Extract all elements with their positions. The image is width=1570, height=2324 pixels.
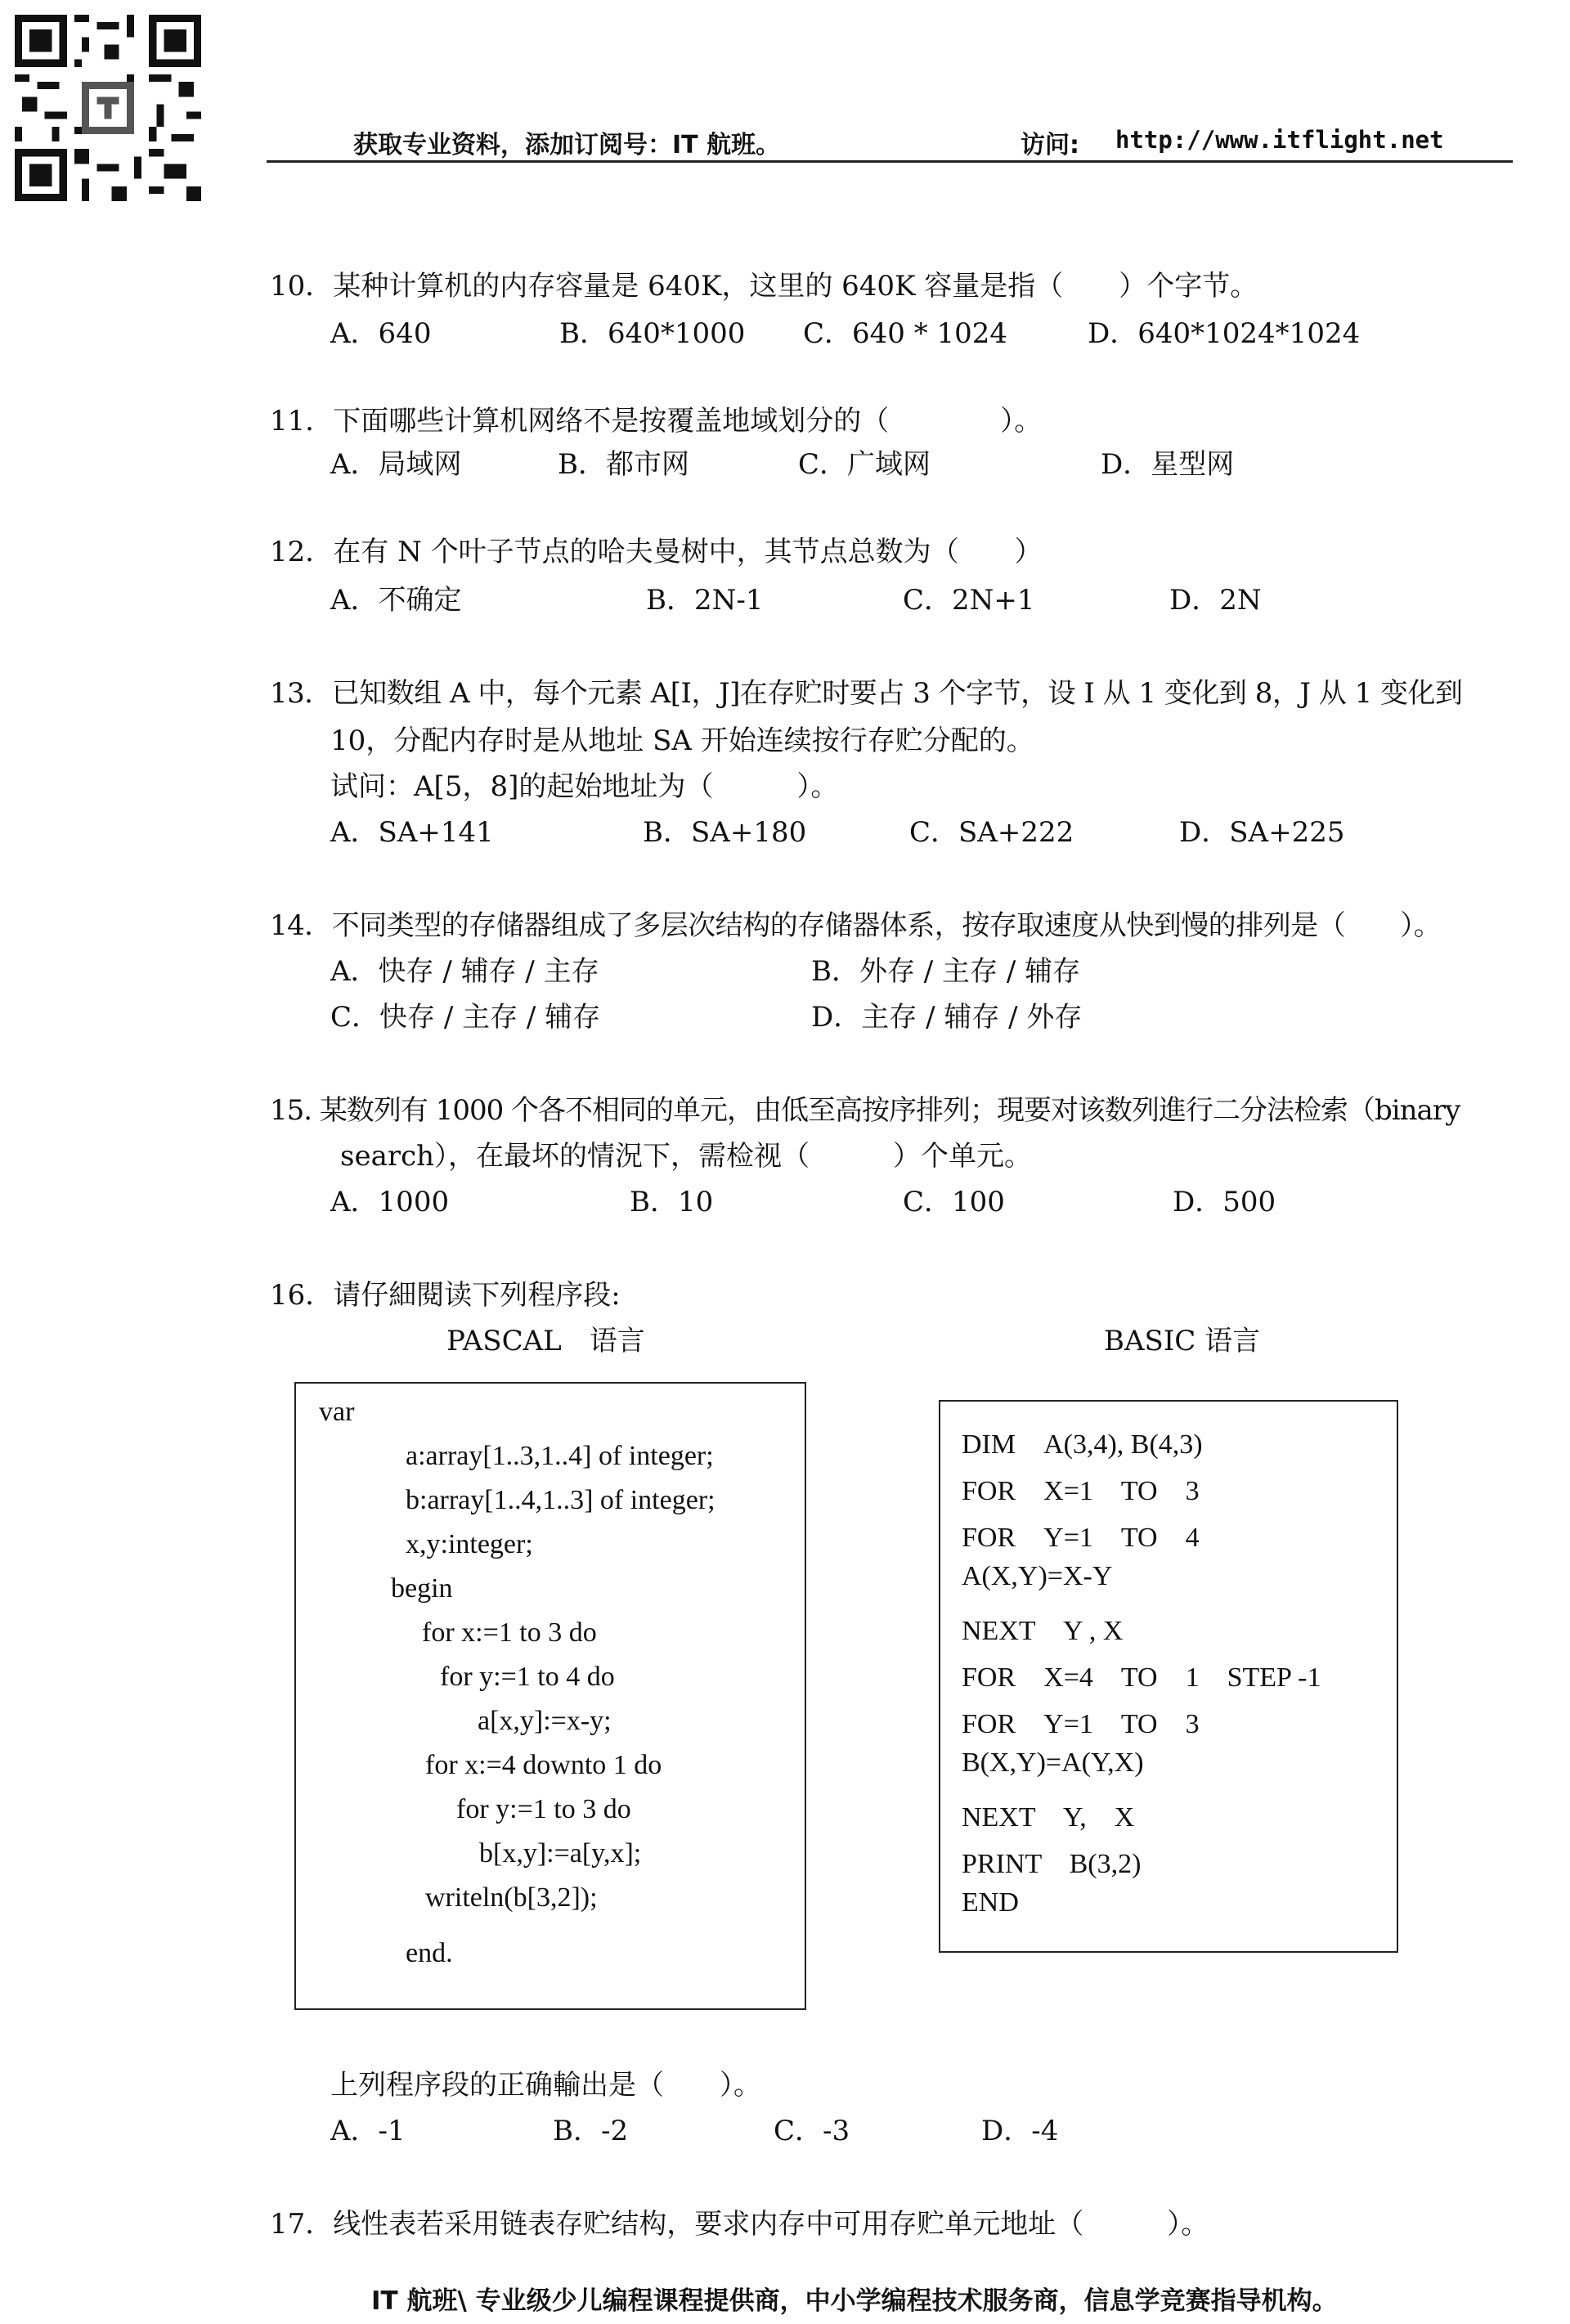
q13-option-c: C．SA+222 [909,816,1074,849]
basic-line-10: PRINT B(3,2) [962,1849,1142,1879]
q16-question: 上列程序段的正确輸出是（ ）。 [330,2069,761,2102]
q15-option-b: B．10 [630,1186,714,1218]
question-10: 10．某种计算机的内存容量是 640K，这里的 640K 容量是指（ ）个字节。 [270,270,1258,303]
pascal-line-10: for y:=1 to 3 do [456,1794,631,1824]
basic-line-7: FOR Y=1 TO 3 [962,1709,1200,1739]
q12-option-b: B．2N-1 [646,584,764,617]
q14-option-d: D．主存 / 辅存 / 外存 [811,1001,1083,1034]
basic-line-8: B(X,Y)=A(Y,X) [962,1747,1144,1778]
q13-option-b: B．SA+180 [643,816,807,849]
question-14: 14．不同类型的存储器组成了多层次结构的存储器体系，按存取速度从快到慢的排列是（ ）。 [270,909,1442,942]
footer-text: IT 航班\ 专业级少儿编程课程提供商，中小学编程技术服务商，信息学竞赛指导机构。 [371,2286,1338,2316]
pascal-language-label: PASCAL 语言 [446,1325,645,1357]
q16-option-b: B．-2 [553,2115,629,2147]
question-15-line1: 15. 某数列有 1000 个各不相同的单元，由低至高按序排列；現要对该数列進行二分法检索（binary [270,1094,1460,1127]
q15-option-a: A．1000 [330,1186,450,1218]
question-11: 11．下面哪些计算机网络不是按覆盖地域划分的（ ）。 [270,405,1043,437]
pascal-line-9: for x:=4 downto 1 do [425,1750,662,1780]
basic-line-3: FOR Y=1 TO 4 [962,1523,1200,1553]
pascal-line-6: for x:=1 to 3 do [422,1617,597,1648]
q10-option-b: B．640*1000 [559,317,746,350]
q11-option-d: D．星型网 [1101,448,1235,481]
q11-option-b: B．都市网 [558,448,689,481]
pascal-line-1: var [319,1397,355,1427]
pascal-line-5: begin [391,1573,453,1604]
basic-line-6: FOR X=4 TO 1 STEP -1 [962,1662,1321,1693]
basic-language-label: BASIC 语言 [1104,1325,1261,1357]
q16-option-d: D．-4 [981,2115,1059,2147]
pascal-line-13: end. [406,1938,453,1968]
header-divider [267,160,1513,163]
q14-option-b: B．外存 / 主存 / 辅存 [811,955,1081,988]
question-12: 12．在有 N 个叶子节点的哈夫曼树中，其节点总数为（ ） [270,536,1043,568]
q13-option-a: A．SA+141 [330,816,494,849]
basic-line-9: NEXT Y, X [962,1802,1135,1833]
question-16: 16．请仔細閱读下列程序段: [270,1279,621,1312]
pascal-line-4: x,y:integer; [406,1529,533,1559]
q12-option-c: C．2N+1 [903,584,1035,617]
basic-line-4: A(X,Y)=X-Y [962,1561,1113,1591]
pascal-line-8: a[x,y]:=x-y; [478,1706,612,1736]
basic-line-1: DIM A(3,4), B(4,3) [962,1429,1203,1460]
header-left-text: 获取专业资料，添加订阅号：IT 航班。 [353,131,781,159]
basic-line-11: END [962,1887,1019,1918]
basic-line-5: NEXT Y , X [962,1616,1124,1646]
question-17: 17．线性表若采用链表存贮结构，要求内存中可用存贮单元地址（ ）。 [270,2208,1209,2241]
pascal-code-box [294,1382,806,2010]
q15-option-c: C．100 [903,1186,1005,1218]
basic-line-2: FOR X=1 TO 3 [962,1476,1200,1506]
pascal-line-7: for y:=1 to 4 do [440,1662,615,1692]
q13-option-d: D．SA+225 [1179,816,1345,849]
q14-option-a: A．快存 / 辅存 / 主存 [330,955,599,988]
pascal-line-2: a:array[1..3,1..4] of integer; [406,1441,714,1471]
header-url[interactable]: http://www.itflight.net [1115,126,1444,154]
question-13-line1: 13．已知数组 A 中，每个元素 A[I，J]在存贮时要占 3 个字节，设 I 从 1 变化到 8，J 从 1 变化到 [270,677,1463,710]
pascal-line-12: writeln(b[3,2]); [425,1882,598,1913]
q10-option-c: C．640 * 1024 [803,317,1008,350]
q10-option-d: D．640*1024*1024 [1088,317,1361,350]
q11-option-c: C．广域网 [798,448,931,481]
question-13-line2: 10，分配内存时是从地址 SA 开始连续按行存贮分配的。 [330,725,1034,757]
q10-option-a: A．640 [330,317,432,350]
qr-code-image [15,15,201,201]
question-15-line2: search），在最坏的情況下，需检视（ ）个单元。 [340,1140,1033,1173]
q11-option-a: A．局域网 [330,448,462,481]
pascal-line-3: b:array[1..4,1..3] of integer; [406,1485,715,1515]
visit-label: 访问: [1020,131,1079,159]
q15-option-d: D．500 [1173,1186,1276,1218]
pascal-line-11: b[x,y]:=a[y,x]; [479,1838,642,1869]
q14-option-c: C．快存 / 主存 / 辅存 [330,1001,601,1034]
q12-option-d: D．2N [1169,584,1262,617]
q16-option-a: A．-1 [330,2115,406,2147]
q12-option-a: A．不确定 [330,584,462,617]
q16-option-c: C．-3 [774,2115,850,2147]
question-13-line3: 试问：A[5，8]的起始地址为（ ）。 [330,770,839,803]
